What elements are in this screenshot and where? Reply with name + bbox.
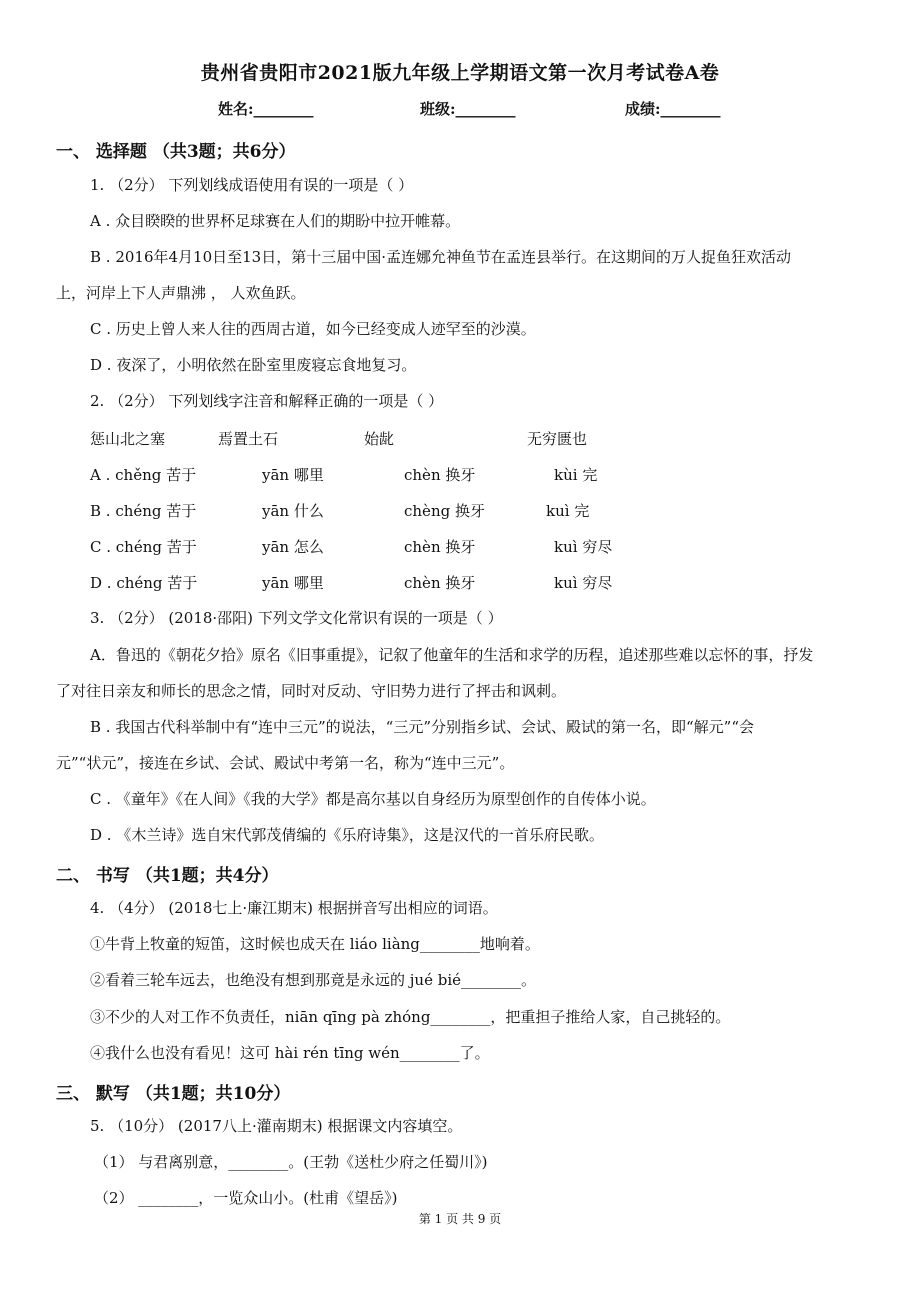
- question-2-option-a: yān 哪里: [262, 466, 324, 484]
- page-title: 贵州省贵阳市2021版九年级上学期语文第一次月考试卷A卷: [200, 62, 720, 84]
- question-2-option-a: A . chěng 苦于: [90, 466, 197, 484]
- question-2-option-b: yān 什么: [262, 502, 324, 520]
- question-3-option-a: A．鲁迅的《朝花夕拾》原名《旧事重提》，记叙了他童年的生活和求学的历程，追述那些难以忘怀的事，抒发: [90, 646, 814, 664]
- question-2-option-c: yān 怎么: [262, 538, 324, 556]
- question-2-option-b: B . chéng 苦于: [90, 502, 197, 520]
- question-2-option-b: chèng 换牙: [404, 502, 485, 520]
- question-2-option-b: kuì 完: [546, 502, 590, 520]
- question-2-option-a: chèn 换牙: [404, 466, 476, 484]
- question-3-option-b-cont: 元”“状元”，接连在乡试、会试、殿试中考第一名，称为“连中三元”。: [56, 754, 515, 772]
- question-1-stem: 1. （2分） 下列划线成语使用有误的一项是（ ）: [90, 176, 414, 194]
- question-4-item: ③不少的人对工作不负责任，niān qīng pà zhóng________，把重担子推给人家，自己挑轻的。: [90, 1008, 731, 1026]
- question-3-option-b: B . 我国古代科举制中有“连中三元”的说法，“三元”分别指乡试、会试、殿试的第一名，即“解元”“会: [90, 718, 755, 736]
- section-heading-1: 一、 选择题 （共3题；共6分）: [56, 142, 296, 162]
- question-1-option-c: C . 历史上曾人来人往的西周古道，如今已经变成人迹罕至的沙漠。: [90, 320, 536, 338]
- question-2-option-c: kuì 穷尽: [554, 538, 613, 556]
- question-2-word: 焉置土石: [218, 430, 279, 448]
- question-1-option-b: B . 2016年4月10日至13日，第十三届中国·孟连娜允神鱼节在孟连县举行。在这期间的万人捉鱼狂欢活动: [90, 248, 791, 266]
- question-4-item: ①牛背上牧童的短笛，这时候也成天在 liáo liàng________地响着。: [90, 935, 540, 953]
- question-2-stem: 2. （2分） 下列划线字注音和解释正确的一项是（ ）: [90, 392, 444, 410]
- question-3-option-d: D . 《木兰诗》选自宋代郭茂倩编的《乐府诗集》，这是汉代的一首乐府民歌。: [90, 826, 604, 844]
- question-2-word: 始龀: [364, 430, 395, 448]
- question-4-item: ④我什么也没有看见！这可 hài rén tīng wén________了。: [90, 1044, 490, 1062]
- question-2-option-d: yān 哪里: [262, 574, 324, 592]
- section-heading-2: 二、 书写 （共1题；共4分）: [56, 866, 279, 886]
- question-5-item: （1） 与君离别意，________。(王勃《送杜少府之任蜀川》): [94, 1153, 488, 1171]
- question-2-option-c: chèn 换牙: [404, 538, 476, 556]
- section-heading-3: 三、 默写 （共1题；共10分）: [56, 1084, 291, 1104]
- question-5-stem: 5. （10分） (2017八上·灌南期末) 根据课文内容填空。: [90, 1117, 463, 1135]
- score-field-label: 成绩:________: [625, 100, 721, 118]
- page-footer: 第 1 页 共 9 页: [418, 1212, 502, 1226]
- question-3-stem: 3. （2分） (2018·邵阳) 下列文学文化常识有误的一项是（ ）: [90, 609, 503, 627]
- question-2-option-d: chèn 换牙: [404, 574, 476, 592]
- question-2-word: 无穷匮也: [527, 430, 588, 448]
- question-5-item: （2） ________，一览众山小。(杜甫《望岳》): [94, 1189, 398, 1207]
- question-2-option-a: kùi 完: [554, 466, 598, 484]
- question-1-option-b-cont: 上，河岸上下人声鼎沸 ， 人欢鱼跃。: [56, 284, 306, 302]
- question-1-option-a: A . 众目睽睽的世界杯足球赛在人们的期盼中拉开帷幕。: [90, 212, 461, 230]
- question-2-option-d: kuì 穷尽: [554, 574, 613, 592]
- question-4-stem: 4. （4分） (2018七上·廉江期末) 根据拼音写出相应的词语。: [90, 899, 498, 917]
- question-3-option-c: C . 《童年》《在人间》《我的大学》都是高尔基以自身经历为原型创作的自传体小说。: [90, 790, 656, 808]
- question-1-option-d: D . 夜深了，小明依然在卧室里废寝忘食地复习。: [90, 356, 417, 374]
- question-4-item: ②看着三轮车远去，也绝没有想到那竟是永远的 jué bié________。: [90, 971, 537, 989]
- class-field-label: 班级:________: [420, 100, 516, 118]
- question-3-option-a-cont: 了对往日亲友和师长的思念之情，同时对反动、守旧势力进行了抨击和讽刺。: [56, 682, 567, 700]
- question-2-option-c: C . chéng 苦于: [90, 538, 197, 556]
- name-field-label: 姓名:________: [218, 100, 314, 118]
- question-2-option-d: D . chéng 苦于: [90, 574, 198, 592]
- question-2-word: 惩山北之塞: [90, 430, 166, 448]
